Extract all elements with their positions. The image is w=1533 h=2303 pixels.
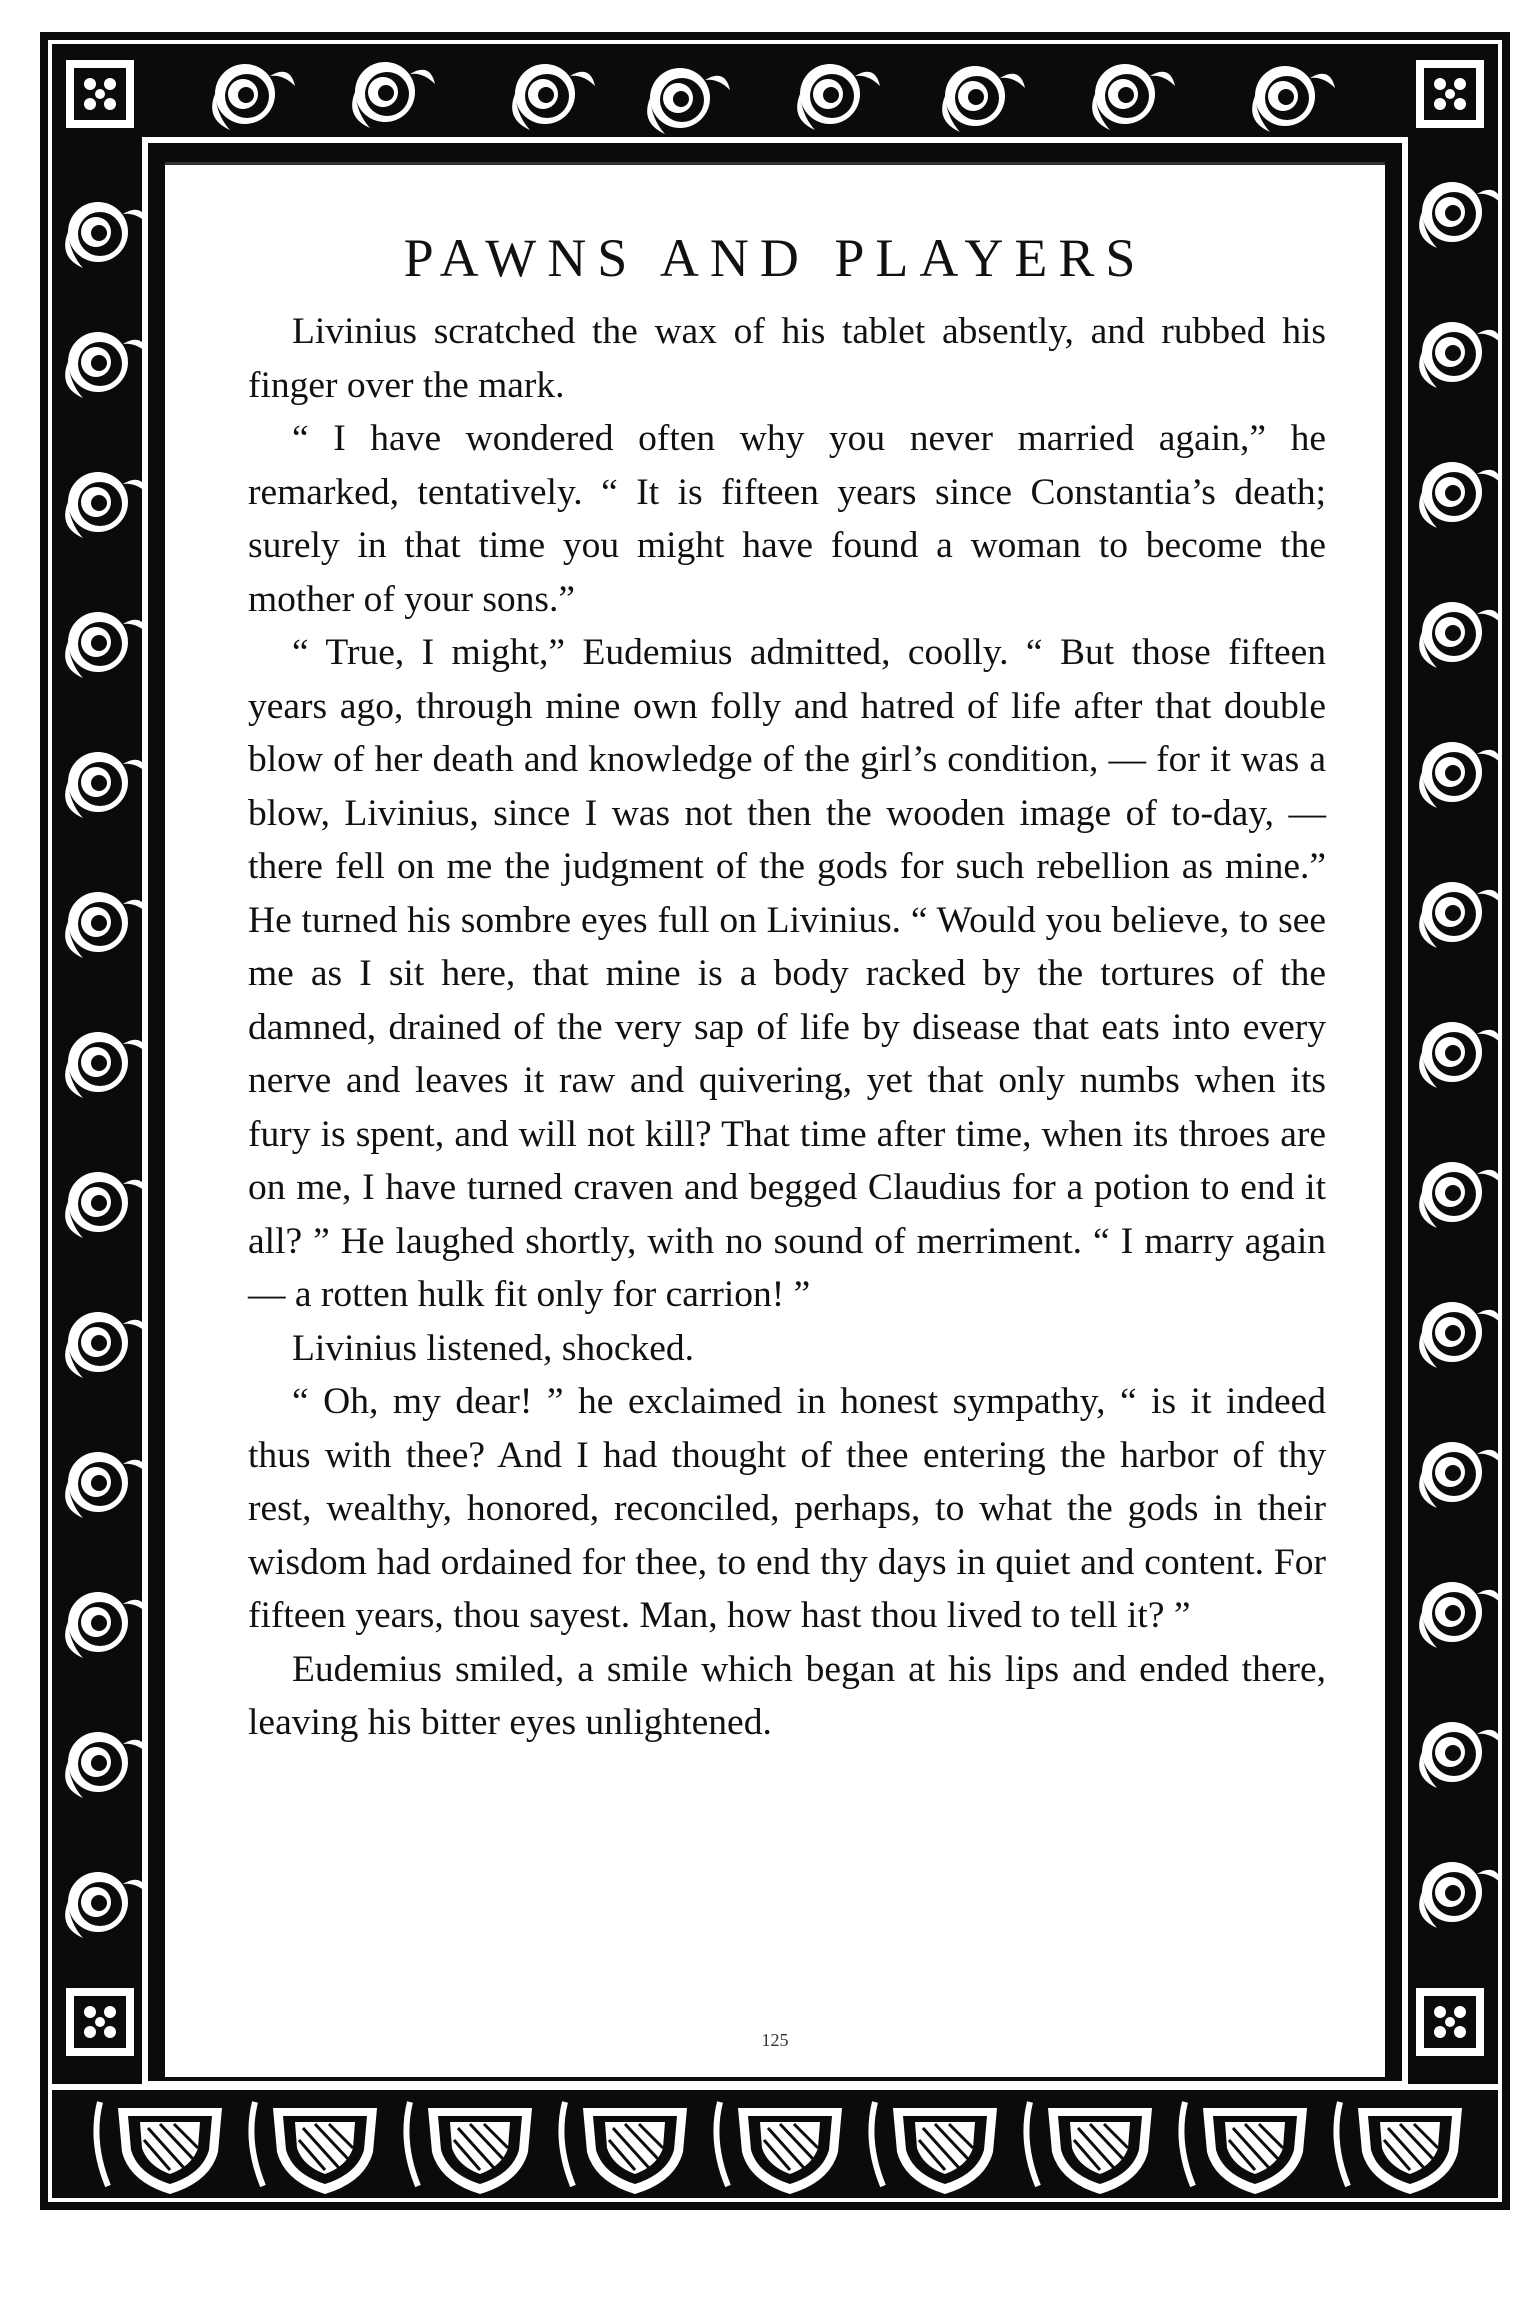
- floral-square-icon: [1416, 1988, 1484, 2056]
- paragraph: Eudemius smiled, a smile which began at his lips and ended there, leaving his bitter eyes unlightened.: [248, 1648, 1326, 1743]
- floral-square-icon: [66, 1988, 134, 2056]
- decorative-border-frame: [40, 32, 1510, 2210]
- floral-square-icon: [1416, 60, 1484, 128]
- page-number: 125: [761, 2030, 789, 2050]
- paragraph: Livinius scratched the wax of his tablet absently, and rubbed his finger over the mark.: [248, 311, 1326, 406]
- paragraph: “ True, I might,” Eudemius admitted, coolly. “ But those fifteen years ago, through mine own folly and hatred of life after that double blow of her death and knowledge of the girl’s condition, — for it was a blow, Livinius, since I was not then the wooden image of to-day, — there fell on me the judgment of the gods for such rebellion as mine.” He turned his sombre eyes full on Livinius. “ Would you believe, to see me as I sit here, that mine is a body racked by the tortures of the damned, drained of the very sap of life by disease that eats into every nerve and leaves it raw and quivering, yet that only numbs when its fury is spent, and will not kill? That time after time, when its throes are on me, I have turned craven and begged Claudius for a potion to end it all? ” He laughed shortly, with no sound of merriment. “ I marry again — a rotten hulk fit only for carrion! ”: [248, 632, 1326, 1315]
- body-text: [248, 305, 1326, 1750]
- top-scroll-band: [212, 62, 1335, 134]
- paragraph: “ I have wondered often why you never married again,” he remarked, tentatively. “ It is fifteen years since Constantia’s death; surely in that time you might have found a woman to become the mother of your sons.”: [248, 418, 1326, 620]
- page-title: PAWNS AND PLAYERS: [403, 228, 1147, 288]
- left-scroll-band: [65, 202, 148, 1938]
- right-scroll-band: [1419, 182, 1502, 1928]
- paragraph: “ Oh, my dear! ” he exclaimed in honest sympathy, “ is it indeed thus with thee? And I had thought of thee entering the harbor of thy rest, wealthy, honored, reconciled, perhaps, to what the gods in their wisdom had ordained for thee, to end thy days in quiet and content. For fifteen years, thou sayest. Man, how hast thou lived to tell it? ”: [248, 1381, 1326, 1636]
- bottom-shield-band: [96, 2102, 1462, 2194]
- text-panel: [165, 162, 1385, 2077]
- floral-square-icon: [66, 60, 134, 128]
- paragraph: Livinius listened, shocked.: [292, 1327, 695, 1369]
